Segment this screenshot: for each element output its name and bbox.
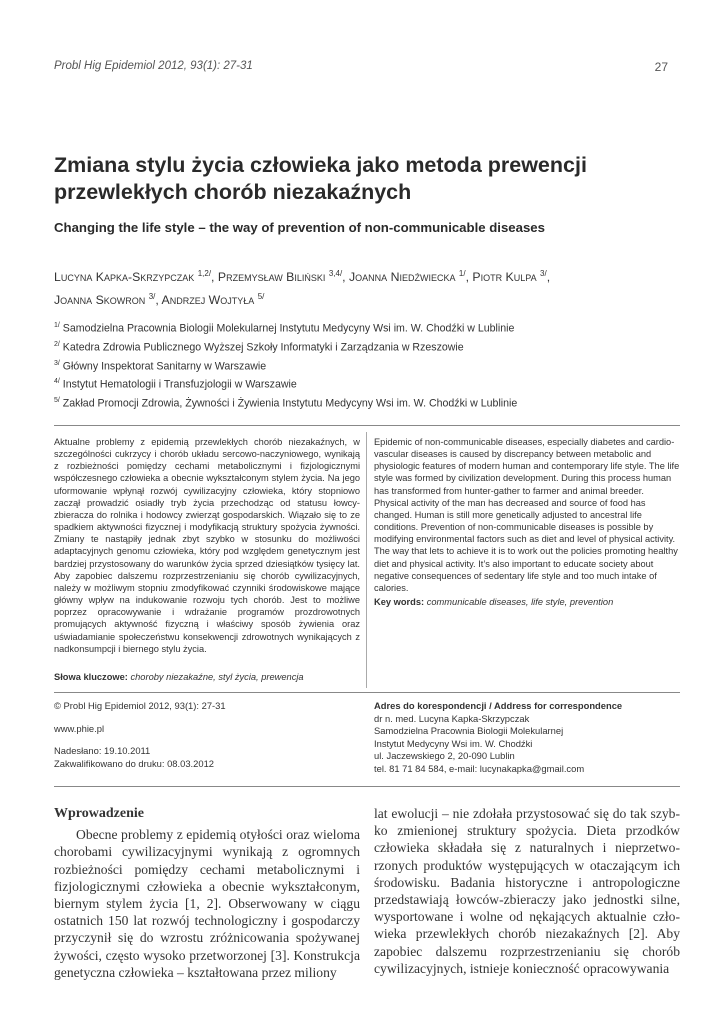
body-column-right: lat ewolucji – nie zdołała przystosować się do tak szybko zmienionej struktury spożycia. Dieta przodków człowieka składała się z naturalnych i nieprzetworzonych produktów występujących w otaczającym ich środowisku. Badania historyczne i antropologiczne przedstawiają łowców-zbieraczy jako jednostki silne, wysportowane i wolne od nękających aktualnie człowieka przewlekłych chorób niezakaźnych [2]. Aby zapobiec dalszemu rozprzestrzenianiu się chorób cywilizacyjnych, istnieje konieczność opracowywania [374, 806, 680, 976]
affiliation-number: 2/ [54, 340, 60, 348]
affiliation-number: 1/ [54, 322, 60, 329]
journal-url[interactable]: www.phie.pl [54, 722, 105, 734]
correspondence-line: dr n. med. Lucyna Kapka-Skrzypczak [374, 712, 530, 724]
divider-bottom [54, 786, 680, 787]
body-paragraph: Obecne problemy z epidemią otyłości oraz wieloma chorobami cywilizacyjnymi wynikają z ogromnych rozbieżności pomiędzy cechami metabolicznymi i fizjologicznymi człowieka a obecnie wykształconym, biernym stylem życia [1, 2]. Obserwowany w ciągu ostatnich 150 lat rozwój technologiczny i gospodarczy przyczynił się do wzrostu zróżnicowania spożywanej żywości, często wysoko przetworzonej [3]. Konstrukcja genetyczna człowieka – kształtowana przez miliony [54, 827, 360, 980]
author-affil-ref: 3/ [540, 269, 547, 278]
author-name: Przemysław Biliński [217, 270, 326, 285]
journal-header: Probl Hig Epidemiol 2012, 93(1): 27-31 [54, 60, 253, 72]
affiliation-text: Główny Inspektorat Sanitarny w Warszawie [62, 360, 267, 373]
author-name: Joanna Skowron [54, 293, 146, 308]
affiliation-number: 5/ [54, 397, 60, 405]
abstract-polish: Aktualne problemy z epidemią przewlekłych chorób niezakaźnych, w szczególności cukrzycy i chorób układu sercowo-naczyniowego, wynikają z rozbieżności pomiędzy cechami metabolicznymi i fizjologicznymi współczesnego człowieka a obecnie wykształconym stylem życia. Na jego uformowanie wpłynął rozwój cywilizacyjny człowieka, który stopniowo zaczął prowadzić osiadły tryb życia przechodząc od statusu łowcy-zbieracza do rolnika i hodowcy zwierząt gospodarskich. Wiązało się to ze spadkiem aktywności fizycznej i modyfikacją struktury spożycia żywności. Zmiany te nastąpiły jednak zbyt szybko w stosunku do możliwości adaptacyjnych genomu człowieka, który pod względem genetycznym jest bardziej przystosowany do warunków życia sprzed dziesiątków tysięcy lat. Aby zapobiec dalszemu rozprzestrzenianiu się chorób cywilizacyjnych, należy w możliwym stopniu zmodyfikować czynniki środowiskowe mające główny wpływ na indukowanie rozwoju tych chorób. Jest to możliwe poprzez opracowywanie i wdrażanie programów prozdrowotnych promujących aktywność fizyczną i właściwy sposób żywienia oraz uświadamianie społeczeństwu konsekwencji zdrowotnych wynikających z nadkonsumpcji i biernego stylu życia. [54, 437, 360, 654]
page-number: 27 [654, 60, 668, 74]
keywords-label: Key words: [374, 597, 425, 607]
keywords-label: Słowa kluczowe: [54, 672, 128, 682]
affiliation-list [54, 318, 674, 412]
affiliation-item [54, 374, 674, 393]
accepted-date: Zakwalifikowano do druku: 08.03.2012 [54, 757, 214, 769]
author-affil-ref: 3/ [148, 292, 156, 302]
affiliation-text: Katedra Zdrowia Publicznego Wyższej Szkoły Informatyki i Zarządzania w Rzeszowie [62, 341, 464, 354]
body-column-left [54, 805, 360, 981]
divider-top [54, 425, 680, 426]
correspondence-title: Adres do korespondencji / Address for correspondence [374, 700, 623, 711]
correspondence-line: ul. Jaczewskiego 2, 20-090 Lublin [374, 750, 515, 762]
affiliation-text: Zakład Promocji Zdrowia, Żywności i Żywienia Instytutu Medycyny Wsi im. W. Chodźki w Lublinie [62, 397, 518, 410]
divider-middle [54, 692, 680, 693]
section-heading: Wprowadzenie [54, 806, 144, 821]
affiliation-number: 4/ [54, 378, 60, 386]
author-name: Joanna Niedźwiecka [349, 270, 456, 285]
article-subtitle: Changing the life style – the way of prevention of non-communicable diseases [54, 220, 545, 235]
abstract-column-divider [366, 432, 367, 688]
correspondence-line: tel. 81 71 84 584, e-mail: lucynakapka@gmail.com [374, 762, 585, 774]
author-list: Lucyna Kapka-Skrzypczak $^{1,2/}$, Przemysław Biliński $^{3,4/}$, Joanna Niedźwiecka $^{1/}$, Piotr Kulpa $^{3/}$, Joanna Skowron $^{3/}$, Andrzej Wojtyła $^{5/}$ [54, 269, 551, 308]
affiliation-number: 3/ [54, 359, 60, 367]
author-affil-ref: 1/ [458, 269, 466, 278]
keywords-english [374, 597, 613, 607]
article-title: Zmiana stylu życia człowieka jako metoda prewencji przewlekłych chorób niezakaźnych [54, 153, 587, 204]
affiliation-item [54, 318, 674, 337]
received-date: Nadesłano: 19.10.2011 [54, 745, 151, 757]
author-affil-ref: 3,4/ [328, 269, 343, 278]
affiliation-text: Samodzielna Pracownia Biologii Molekularnej Instytutu Medycyny Wsi im. W. Chodźki w Lublinie [62, 322, 515, 335]
correspondence-line: Instytut Medycyny Wsi im. W. Chodźki [374, 737, 533, 749]
correspondence-block [374, 700, 680, 776]
keywords-polish [54, 672, 304, 682]
article-info [54, 700, 354, 770]
affiliation-item [54, 337, 674, 356]
author-name: Lucyna Kapka-Skrzypczak [54, 270, 195, 285]
abstract-english: Epidemic of non-communicable diseases, especially diabetes and cardio-vascular diseases is caused by discrepancy between metabolic and physiologic features of modern human and contemporary life style. The life style was formed by civilization development. During this process human has transformed from hunter-gather to farmer and animal breeder. Physical activity of the man has decreased and source of food has changed. Human is still more genetically adjusted to ancestral life conditions. Prevention of non-communicable diseases is possible by modifying environmental factors such as diet and level of physical activity. The way that lets to achieve it is to work out the policies promoting healthy diet and physical activity. It’s also important to educate society about negative consequences of sedentary life style and too much intake of calories. [374, 437, 680, 593]
affiliation-item [54, 393, 674, 412]
author-affil-ref: 5/ [257, 292, 265, 302]
keywords-value: choroby niezakaźne, styl życia, prewencja [130, 672, 304, 682]
affiliation-text: Instytut Hematologii i Transfuzjologii w Warszawie [62, 379, 297, 392]
affiliation-item [54, 356, 674, 375]
correspondence-line: Samodzielna Pracownia Biologii Molekularnej [374, 725, 564, 737]
keywords-value: communicable diseases, life style, prevention [426, 597, 614, 607]
author-name: Andrzej Wojtyła [161, 293, 255, 308]
citation: © Probl Hig Epidemiol 2012, 93(1): 27-31 [54, 700, 226, 711]
author-affil-ref: 1,2/ [197, 269, 212, 278]
author-name: Piotr Kulpa [472, 270, 537, 285]
